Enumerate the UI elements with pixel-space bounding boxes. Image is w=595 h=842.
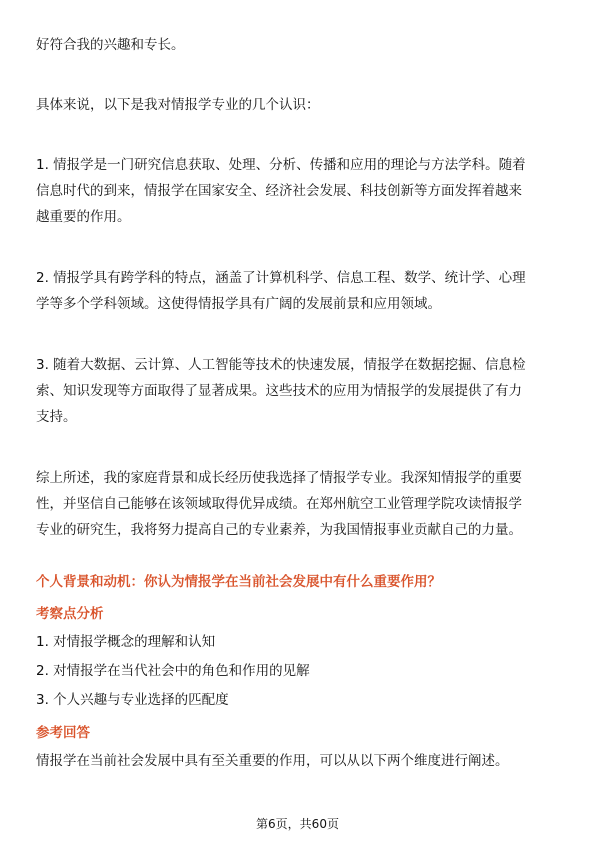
analysis-item-2: 2. 对情报学在当代社会中的角色和作用的见解 <box>36 663 310 679</box>
analysis-item-1: 1. 对情报学概念的理解和认知 <box>36 634 216 650</box>
point-3: 3. 随着大数据、云计算、人工智能等技术的快速发展，情报学在数据挖掘、信息检 索、知识发现等方面取得了显著成果。这些技术的应用为情报学的发展提供了有力 支持。 <box>36 357 526 425</box>
intro-tail: 好符合我的兴趣和专长。 <box>36 37 185 53</box>
analysis-item-3: 3. 个人兴趣与专业选择的匹配度 <box>36 692 229 708</box>
point-1: 1. 情报学是一门研究信息获取、处理、分析、传播和应用的理论与方法学科。随着 信息时代的到来，情报学在国家安全、经济社会发展、科技创新等方面发挥着越来 越重要的作用。 <box>36 157 526 225</box>
question-heading: 个人背景和动机：你认为情报学在当前社会发展中有什么重要作用？ <box>36 574 441 590</box>
lead-paragraph: 具体来说，以下是我对情报学专业的几个认识： <box>36 97 320 113</box>
answer-text: 情报学在当前社会发展中具有至关重要的作用，可以从以下两个维度进行阐述。 <box>36 753 509 769</box>
analysis-heading: 考察点分析 <box>36 606 104 622</box>
summary-paragraph: 综上所述，我的家庭背景和成长经历使我选择了情报学专业。我深知情报学的重要 性，并坚信自己能够在该领域取得优异成绩。在郑州航空工业管理学院攻读情报学 专业的研究生，我将努力提高自己的专业素养，为我国情报事业贡献自己的力量。 <box>36 470 522 538</box>
answer-heading: 参考回答 <box>36 725 90 741</box>
page-number-footer: 第6页，共60页 <box>256 817 339 831</box>
point-2: 2. 情报学具有跨学科的特点，涵盖了计算机科学、信息工程、数学、统计学、心理 学等多个学科领域。这使得情报学具有广阔的发展前景和应用领域。 <box>36 270 526 312</box>
